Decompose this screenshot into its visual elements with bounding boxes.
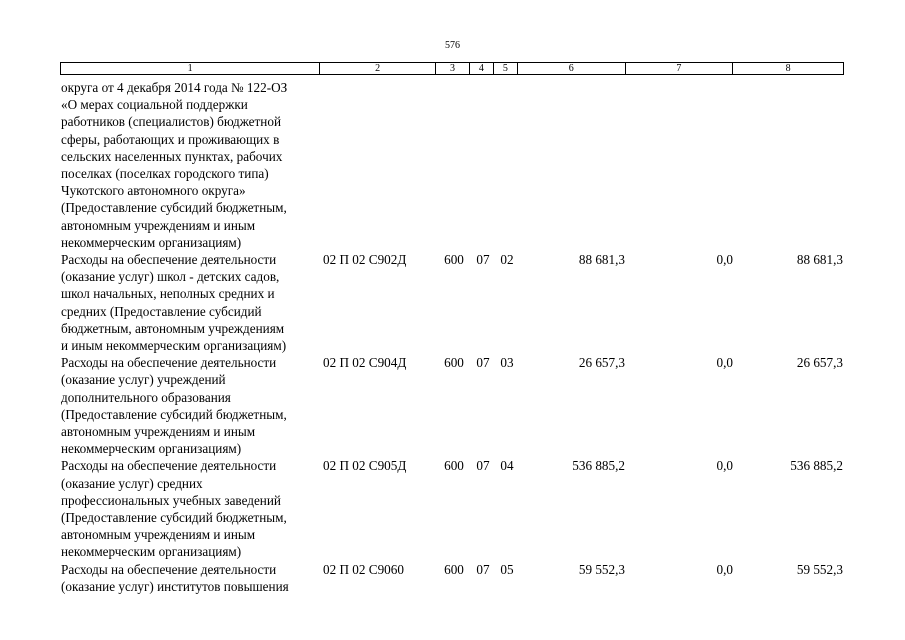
target-article-code: 02 П 02 С904Д [323,355,407,371]
row-description: Расходы на обеспечение деятельности (оказание услуг) учреждений дополнительного образования (Предоставление субсидий бюджетным, автономным учреждениям и иным некоммерческим организациям) [61,355,287,457]
section-code: 07 [476,458,490,474]
subsection-code: 03 [500,355,514,371]
column-header-5: 5 [494,63,518,74]
budget-table-body [61,79,851,595]
subsection-code: 04 [500,458,514,474]
section-code: 07 [476,561,490,577]
amount-column-7: 0,0 [716,252,733,268]
table-row [61,354,851,457]
table-row [61,251,851,354]
expense-type-code: 600 [444,355,464,371]
amount-column-6: 536 885,2 [572,458,625,474]
target-article-code: 02 П 02 С902Д [323,252,407,268]
column-header-6: 6 [518,63,626,74]
page-number: 576 [445,40,460,51]
target-article-code: 02 П 02 С9060 [323,561,404,577]
column-header-4: 4 [470,63,494,74]
expense-type-code: 600 [444,561,464,577]
amount-column-7: 0,0 [716,561,733,577]
subsection-code: 05 [500,561,514,577]
amount-column-6: 26 657,3 [578,355,625,371]
amount-column-8: 26 657,3 [796,355,843,371]
row-description: округа от 4 декабря 2014 года № 122-ОЗ «О мерах социальной поддержки работников (специалистов) бюджетной сферы, работающих и проживающих в сельских населенных пунктах, рабочих поселках (поселках городского типа) Чукотского автономного округа» (Предоставление субсидий бюджетным, автономным учреждениям и иным некоммерческим организациям) [61,80,288,250]
amount-column-6: 88 681,3 [578,252,625,268]
column-header-2: 2 [320,63,436,74]
table-header [60,62,844,75]
table-row [61,457,851,560]
amount-column-7: 0,0 [716,355,733,371]
column-header-1: 1 [61,63,320,74]
amount-column-6: 59 552,3 [578,561,625,577]
section-code: 07 [476,252,490,268]
expense-type-code: 600 [444,252,464,268]
amount-column-8: 88 681,3 [796,252,843,268]
row-description: Расходы на обеспечение деятельности (оказание услуг) школ - детских садов, школ начальных, неполных средних и средних (Предоставление субсидий бюджетным, автономным учреждениям и иным некоммерческим организациям) [61,252,287,354]
amount-column-8: 59 552,3 [796,561,843,577]
target-article-code: 02 П 02 С905Д [323,458,407,474]
table-row [61,561,851,595]
row-description: Расходы на обеспечение деятельности (оказание услуг) средних профессиональных учебных заведений (Предоставление субсидий бюджетным, автономным учреждениям и иным некоммерческим организациям) [61,458,287,560]
table-row [61,79,851,251]
section-code: 07 [476,355,490,371]
column-header-8: 8 [785,63,791,74]
row-description: Расходы на обеспечение деятельности (оказание услуг) институтов повышения [61,561,289,594]
column-header-3: 3 [436,63,470,74]
amount-column-7: 0,0 [716,458,733,474]
amount-column-8: 536 885,2 [790,458,843,474]
subsection-code: 02 [500,252,514,268]
expense-type-code: 600 [444,458,464,474]
column-header-7: 7 [626,63,734,74]
